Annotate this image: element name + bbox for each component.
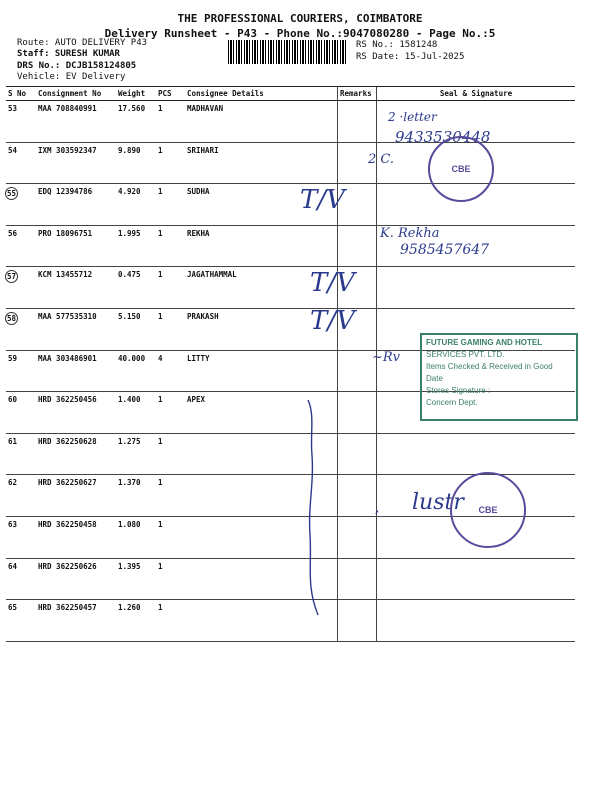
- row-consignment-text: HRD 362250456: [38, 395, 97, 405]
- row-consignee: [185, 350, 338, 392]
- rs-date-label: RS Date: 15-Jul-2025: [356, 52, 465, 62]
- row-pcs-text: 1: [158, 270, 163, 280]
- row-pcs: [156, 392, 185, 434]
- row-consignee: [185, 101, 338, 143]
- vehicle-label: Vehicle: EV Delivery: [17, 72, 126, 82]
- row-pcs-text: 1: [158, 478, 163, 488]
- row-consignment: [36, 225, 116, 267]
- row-pcs-text: 1: [158, 145, 163, 155]
- row-signature: [377, 600, 576, 642]
- row-pcs-text: 1: [158, 311, 163, 321]
- row-pcs: [156, 475, 185, 517]
- row-consignee-text: PRAKASH: [187, 311, 219, 321]
- row-consignment-text: HRD 362250626: [38, 561, 97, 571]
- row-consignment: [36, 516, 116, 558]
- company-title: THE PROFESSIONAL COURIERS, COIMBATORE: [177, 12, 423, 25]
- row-pcs-text: 4: [158, 353, 163, 363]
- row-consignment-text: MAA 577535310: [38, 311, 97, 321]
- row-consignment: [36, 350, 116, 392]
- row-consignee: [185, 225, 338, 267]
- row-weight: [116, 350, 156, 392]
- row-weight-text: 5.150: [118, 311, 141, 321]
- row-consignee-text: JAGATHAMMAL: [187, 270, 237, 280]
- row-remarks: [338, 392, 377, 434]
- row-weight-text: 1.370: [118, 478, 141, 488]
- row-sno-text: 60: [8, 395, 18, 405]
- row-sno: [6, 308, 36, 350]
- row-weight: [116, 308, 156, 350]
- row-pcs-text: 1: [158, 187, 163, 197]
- row-pcs-text: 1: [158, 561, 163, 571]
- row-sno-text: 58: [7, 313, 17, 323]
- row-sno: [6, 184, 36, 226]
- row-consignment-text: MAA 708840991: [38, 104, 97, 113]
- row-sno: [6, 267, 36, 309]
- row-consignee-text: REKHA: [187, 228, 210, 238]
- row-consignment-text: KCM 13455712: [38, 270, 93, 280]
- row-weight-text: 1.275: [118, 436, 141, 446]
- row-sno-text: 55: [7, 189, 17, 199]
- row-consignment: [36, 558, 116, 600]
- row-weight-text: 0.475: [118, 270, 141, 280]
- row-pcs: [156, 350, 185, 392]
- row-weight-text: 17.560: [118, 104, 146, 113]
- row-weight-text: 1.395: [118, 561, 141, 571]
- row-remarks: [338, 101, 377, 143]
- row-sno-text: 59: [8, 353, 18, 363]
- row-pcs-text: 1: [158, 395, 163, 405]
- row-consignment-text: HRD 362250627: [38, 478, 97, 488]
- row-pcs-text: 1: [158, 104, 163, 113]
- received-stamp: FUTURE GAMING AND HOTEL SERVICES PVT. LTD. Items Checked & Received in Good Date Stores Signature : Concern Dept.: [420, 333, 578, 421]
- row-weight: [116, 516, 156, 558]
- row-sno: [6, 101, 36, 143]
- row-weight-text: 1.080: [118, 519, 141, 529]
- row-sno-text: 65: [8, 603, 18, 613]
- row-sno-text: 56: [8, 228, 18, 238]
- row-pcs: [156, 267, 185, 309]
- row-sno-text: 61: [8, 436, 18, 446]
- row-sno-text: 62: [8, 478, 18, 488]
- row-weight: [116, 225, 156, 267]
- table-row: [6, 184, 575, 226]
- round-stamp-cbe: CBE: [428, 136, 494, 202]
- signature-phone-2: 9585457647: [400, 242, 490, 258]
- row-signature: [377, 433, 576, 475]
- row-sno-text: 63: [8, 519, 18, 529]
- row-consignment-text: HRD 362250458: [38, 519, 97, 529]
- row-consignment: [36, 600, 116, 642]
- round-stamp-apex: CBE: [450, 472, 526, 548]
- row-weight: [116, 433, 156, 475]
- remark-tv-58: T/V: [310, 306, 355, 336]
- row-sno: [6, 558, 36, 600]
- row-sno: [6, 392, 36, 434]
- row-consignee: [185, 142, 338, 184]
- row-sno: [6, 516, 36, 558]
- col-header: Seal & Signature: [377, 87, 576, 101]
- row-weight: [116, 475, 156, 517]
- col-header: Consignment No: [36, 87, 116, 101]
- row-sno-text: 54: [8, 145, 18, 155]
- row-consignment: [36, 433, 116, 475]
- row-pcs: [156, 308, 185, 350]
- row-consignment-text: PRO 18096751: [38, 228, 93, 238]
- row-sno-text: 64: [8, 561, 18, 571]
- row-remarks: [338, 225, 377, 267]
- row-remarks: [338, 433, 377, 475]
- col-header: Remarks: [338, 87, 377, 101]
- row-weight-text: 1.400: [118, 395, 141, 405]
- row-weight: [116, 267, 156, 309]
- row-weight-text: 1.260: [118, 603, 141, 613]
- row-pcs: [156, 516, 185, 558]
- row-pcs: [156, 101, 185, 143]
- drs-label: DRS No.: DCJB158124805: [17, 61, 137, 71]
- remark-tv-57: T/V: [310, 268, 355, 298]
- row-consignment-text: HRD 362250628: [38, 436, 97, 446]
- rs-no-label: RS No.: 1581248: [356, 40, 438, 50]
- row-sno: [6, 350, 36, 392]
- row-pcs-text: 1: [158, 603, 163, 613]
- row-consignee-text: APEX: [187, 395, 206, 405]
- row-pcs: [156, 433, 185, 475]
- row-consignment: [36, 184, 116, 226]
- row-remarks: [338, 600, 377, 642]
- row-signature: [377, 267, 576, 309]
- bracket-line: [290, 395, 330, 625]
- row-remarks: [338, 516, 377, 558]
- row-consignee-text: MADHAVAN: [187, 104, 224, 113]
- row-remarks: [338, 475, 377, 517]
- row-pcs-text: 1: [158, 436, 163, 446]
- row-consignment-text: MAA 303486901: [38, 353, 97, 363]
- row-weight-text: 4.920: [118, 187, 141, 197]
- signature-phone-1: 9433530448: [395, 128, 491, 146]
- row-pcs: [156, 225, 185, 267]
- row-pcs: [156, 142, 185, 184]
- runsheet-title: Delivery Runsheet - P43 - Phone No.:9047080280 - Page No.:5: [104, 27, 496, 40]
- row-sno-text: 57: [7, 272, 17, 282]
- row-weight: [116, 101, 156, 143]
- row-pcs: [156, 600, 185, 642]
- row-remarks: [338, 558, 377, 600]
- row-pcs-text: 1: [158, 228, 163, 238]
- row-consignment: [36, 267, 116, 309]
- staff-label: Staff: SURESH KUMAR: [17, 49, 120, 59]
- row-consignment-text: HRD 362250457: [38, 603, 97, 613]
- table-row: [6, 225, 575, 267]
- col-header: S No: [6, 87, 36, 101]
- row-signature: [377, 558, 576, 600]
- row-weight: [116, 600, 156, 642]
- route-label: Route: AUTO DELIVERY P43: [17, 38, 148, 48]
- row-weight-text: 40.000: [118, 353, 146, 363]
- col-header: Consignee Details: [185, 87, 338, 101]
- row-consignment: [36, 392, 116, 434]
- barcode: [228, 40, 346, 64]
- row-sno-text: 53: [8, 104, 18, 113]
- table-header-row: [6, 87, 575, 101]
- col-header: Weight: [116, 87, 156, 101]
- row-consignment-text: IXM 303592347: [38, 145, 97, 155]
- row-sno: [6, 142, 36, 184]
- row-consignment-text: EDQ 12394786: [38, 187, 93, 197]
- row-consignment: [36, 101, 116, 143]
- row-remarks: [338, 350, 377, 392]
- row-consignment: [36, 475, 116, 517]
- row-weight: [116, 142, 156, 184]
- row-weight-text: 9.890: [118, 145, 141, 155]
- row-sno: [6, 600, 36, 642]
- signature-rekha: K. Rekha: [380, 226, 440, 241]
- row-consignee-text: SRIHARI: [187, 145, 219, 155]
- col-header: PCS: [156, 87, 185, 101]
- row-pcs-text: 1: [158, 519, 163, 529]
- row-consignee-text: SUDHA: [187, 187, 210, 197]
- table-row: [6, 267, 575, 309]
- row-sno: [6, 475, 36, 517]
- row-consignee-text: LITTY: [187, 353, 210, 363]
- row-weight: [116, 184, 156, 226]
- row-weight-text: 1.995: [118, 228, 141, 238]
- row-pcs: [156, 184, 185, 226]
- row-consignment: [36, 142, 116, 184]
- remark-tv-55: T/V: [300, 185, 345, 215]
- row-consignment: [36, 308, 116, 350]
- row-sno: [6, 225, 36, 267]
- row-pcs: [156, 558, 185, 600]
- row-weight: [116, 558, 156, 600]
- row-sno: [6, 433, 36, 475]
- row-weight: [116, 392, 156, 434]
